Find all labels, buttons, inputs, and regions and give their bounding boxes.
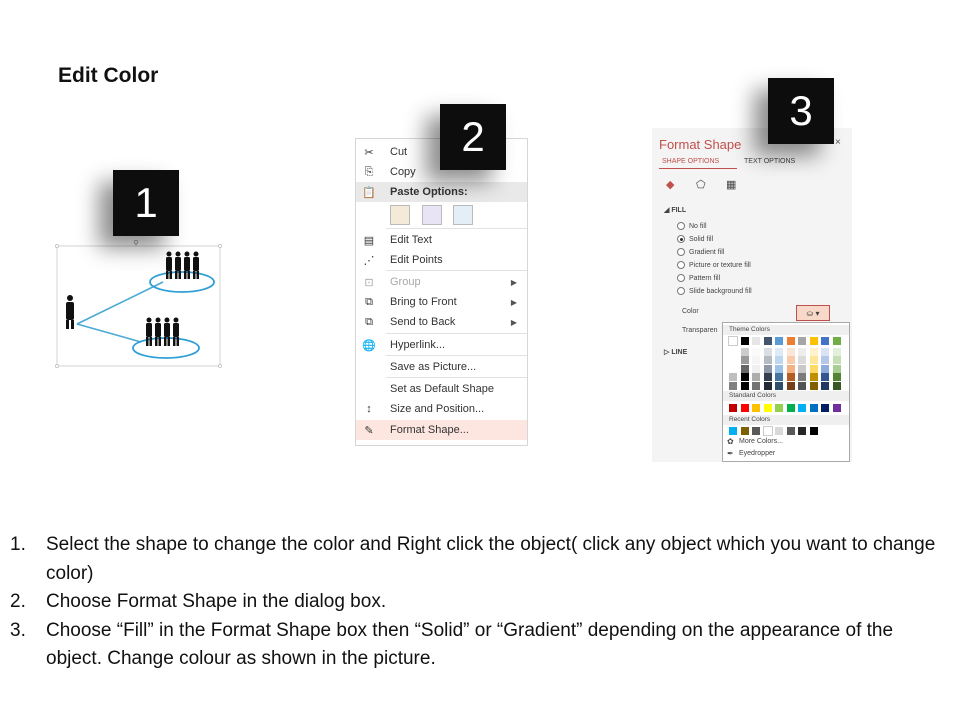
menu-item-send-to-back[interactable] [356, 312, 527, 332]
size-position-icon: ↕ [366, 403, 372, 415]
instruction-number: 2. [10, 591, 26, 612]
radio-button-selected[interactable] [677, 235, 685, 243]
theme-color-swatch[interactable] [752, 337, 760, 345]
standard-color-swatch[interactable] [764, 404, 772, 412]
line-section-header[interactable]: ▷ LINE [664, 349, 688, 356]
close-icon[interactable]: × [835, 137, 841, 148]
theme-color-swatch[interactable] [741, 373, 749, 381]
tab-shape-options[interactable]: SHAPE OPTIONS [662, 158, 720, 165]
recent-colors-header: Recent Colors [723, 415, 849, 425]
theme-color-swatch[interactable] [787, 373, 795, 381]
menu-item-save-as-picture[interactable] [356, 357, 527, 377]
recent-color-swatch[interactable] [810, 427, 818, 435]
person-silhouette-icon [66, 295, 74, 329]
theme-color-swatch[interactable] [775, 382, 783, 390]
radio-picture-fill[interactable] [677, 261, 751, 269]
theme-color-swatch[interactable] [787, 348, 795, 356]
menu-item-edit-text[interactable] [356, 230, 527, 250]
submenu-arrow-icon: ▶ [510, 317, 517, 327]
fill-header-label: FILL [671, 207, 687, 214]
menu-item-label: Cut [390, 146, 408, 158]
pane-title: Format Shape [659, 137, 742, 152]
theme-color-swatch[interactable] [833, 382, 841, 390]
theme-color-swatch[interactable] [810, 373, 818, 381]
menu-item-bring-to-front[interactable] [356, 292, 527, 312]
theme-color-swatch[interactable] [741, 348, 749, 356]
standard-color-swatch[interactable] [821, 404, 829, 412]
radio-slide-background-fill[interactable] [677, 287, 752, 295]
menu-separator [386, 270, 527, 271]
submenu-arrow-icon: ▶ [510, 297, 517, 307]
theme-colors-header: Theme Colors [723, 325, 849, 335]
color-palette-popup [722, 322, 850, 462]
menu-item-label: Hyperlink... [390, 339, 446, 351]
standard-color-swatch[interactable] [833, 404, 841, 412]
chevron-down-icon: ▾ [815, 308, 820, 318]
theme-color-swatch[interactable] [798, 356, 806, 364]
menu-header-paste-options [356, 182, 527, 202]
theme-color-swatch[interactable] [833, 356, 841, 364]
instruction-number: 3. [10, 619, 26, 641]
standard-color-swatch[interactable] [787, 404, 795, 412]
step-1-badge: 1 [113, 170, 179, 236]
menu-item-label: Format Shape... [390, 424, 469, 436]
theme-color-swatch[interactable] [810, 337, 818, 345]
theme-color-swatch[interactable] [729, 356, 737, 364]
theme-color-swatch[interactable] [775, 365, 783, 373]
theme-color-swatch[interactable] [810, 348, 818, 356]
color-picker-button[interactable] [796, 305, 830, 321]
radio-button[interactable] [677, 248, 685, 256]
menu-item-edit-points[interactable] [356, 250, 527, 270]
group-icon: ⊡ [364, 276, 374, 289]
theme-color-swatch[interactable] [833, 337, 841, 345]
radio-label: Solid fill [689, 235, 714, 243]
bring-to-front-icon: ⧉ [365, 295, 373, 308]
menu-item-label: Size and Position... [390, 403, 485, 415]
theme-color-swatch[interactable] [798, 348, 806, 356]
menu-item-label: Set as Default Shape [390, 383, 494, 395]
menu-item-format-shape[interactable] [356, 420, 527, 440]
scissors-icon: ✂ [364, 146, 374, 159]
transparency-label: Transparen [682, 327, 718, 334]
theme-color-swatch[interactable] [821, 348, 829, 356]
context-menu [355, 138, 528, 446]
color-label: Color [682, 308, 699, 315]
theme-color-swatch[interactable] [764, 356, 772, 364]
format-shape-pane [652, 128, 852, 462]
page-title: Edit Color [58, 64, 159, 87]
standard-colors-header: Standard Colors [723, 391, 849, 401]
standard-color-swatch[interactable] [729, 404, 737, 412]
recent-color-swatch[interactable] [787, 427, 795, 435]
theme-color-swatch[interactable] [821, 373, 829, 381]
menu-item-label: Group [390, 276, 421, 288]
effects-icon[interactable]: ⬠ [696, 179, 706, 191]
menu-item-label: Send to Back [390, 316, 456, 328]
radio-solid-fill[interactable] [677, 235, 713, 243]
instruction-item [10, 617, 940, 674]
radio-label: Pattern fill [689, 274, 721, 282]
selected-shape-diagram[interactable] [55, 240, 225, 370]
theme-color-swatch[interactable] [787, 382, 795, 390]
theme-color-swatch[interactable] [775, 348, 783, 356]
recent-color-swatch[interactable] [741, 427, 749, 435]
radio-label: Picture or texture fill [689, 261, 751, 269]
menu-item-set-default-shape[interactable] [356, 379, 527, 399]
theme-color-swatch[interactable] [775, 356, 783, 364]
theme-color-swatch[interactable] [752, 373, 760, 381]
instructions-list [10, 531, 940, 674]
menu-item-label: Edit Text [390, 234, 432, 246]
menu-item-hyperlink[interactable] [356, 335, 527, 355]
more-colors-link[interactable]: More Colors... [739, 438, 783, 445]
theme-color-swatch[interactable] [764, 373, 772, 381]
standard-color-swatch[interactable] [752, 404, 760, 412]
theme-color-swatch[interactable] [729, 365, 737, 373]
instruction-item [10, 531, 940, 588]
fill-section-header[interactable]: ◢ FILL [664, 207, 687, 214]
menu-item-size-position[interactable] [356, 399, 527, 419]
theme-color-swatch[interactable] [775, 337, 783, 345]
paste-keep-source-icon[interactable] [390, 205, 410, 225]
menu-item-label: Bring to Front [390, 296, 457, 308]
instruction-text: Choose Format Shape in the dialog box. [46, 591, 387, 612]
theme-color-swatch[interactable] [787, 337, 795, 345]
recent-color-swatch[interactable] [798, 427, 806, 435]
standard-color-swatch[interactable] [775, 404, 783, 412]
eyedropper-link[interactable]: Eyedropper [739, 450, 776, 457]
theme-color-swatch[interactable] [787, 356, 795, 364]
connector-line [77, 324, 141, 342]
theme-color-swatch[interactable] [729, 337, 737, 345]
instruction-number: 1. [10, 534, 26, 555]
send-to-back-icon: ⧉ [365, 315, 373, 328]
theme-color-swatch[interactable] [741, 365, 749, 373]
theme-color-swatch[interactable] [821, 337, 829, 345]
radio-label: Gradient fill [689, 248, 725, 256]
instruction-item [10, 588, 940, 617]
theme-color-swatch[interactable] [775, 373, 783, 381]
theme-color-swatch[interactable] [752, 382, 760, 390]
fill-line-icon[interactable]: ◆ [666, 179, 675, 191]
radio-button[interactable] [677, 287, 685, 295]
radio-label: Slide background fill [689, 287, 752, 295]
hyperlink-icon: 🌐 [362, 339, 376, 352]
theme-color-swatch[interactable] [764, 337, 772, 345]
connector-line [77, 282, 163, 324]
menu-separator [386, 377, 527, 378]
menu-separator [386, 228, 527, 229]
menu-item-label: Edit Points [390, 254, 443, 266]
theme-color-swatch[interactable] [798, 365, 806, 373]
menu-item-group [356, 272, 527, 292]
format-shape-icon: ✎ [364, 424, 374, 437]
recent-color-swatch[interactable] [729, 427, 737, 435]
theme-color-swatch[interactable] [810, 356, 818, 364]
paste-picture-icon[interactable] [453, 205, 473, 225]
step-2-badge: 2 [440, 104, 506, 170]
standard-color-swatch[interactable] [798, 404, 806, 412]
radio-button[interactable] [677, 222, 685, 230]
radio-label: No fill [689, 222, 707, 230]
theme-color-swatch[interactable] [833, 348, 841, 356]
theme-color-swatch[interactable] [798, 373, 806, 381]
theme-color-swatch[interactable] [729, 373, 737, 381]
recent-color-swatch[interactable] [752, 427, 760, 435]
paint-bucket-icon: ⛀ [806, 308, 814, 318]
active-tab-underline [659, 168, 737, 169]
paste-icon: 📋 [362, 186, 376, 199]
theme-color-swatch[interactable] [764, 348, 772, 356]
instruction-text: Select the shape to change the color and Right click the object( click any object which you want to change color) [46, 534, 936, 584]
group-silhouette-icon [166, 252, 199, 280]
copy-icon: ⎘ [364, 165, 374, 178]
ellipse-top [150, 272, 214, 292]
theme-color-swatch[interactable] [752, 365, 760, 373]
theme-color-swatch[interactable] [752, 348, 760, 356]
radio-no-fill[interactable] [677, 222, 707, 230]
group-silhouette-icon [146, 318, 179, 347]
line-header-label: LINE [671, 349, 688, 356]
color-wheel-icon: ✿ [727, 437, 734, 446]
standard-color-swatch[interactable] [741, 404, 749, 412]
menu-item-label: Save as Picture... [390, 361, 477, 373]
radio-pattern-fill[interactable] [677, 274, 720, 282]
theme-color-swatch[interactable] [798, 382, 806, 390]
recent-color-swatch[interactable] [764, 427, 772, 435]
theme-color-swatch[interactable] [821, 356, 829, 364]
instruction-text: Choose “Fill” in the Format Shape box then “Solid” or “Gradient” depending on the appearance of the object. Change colour as shown in the picture. [46, 619, 894, 669]
theme-color-swatch[interactable] [764, 365, 772, 373]
theme-color-swatch[interactable] [764, 382, 772, 390]
theme-color-swatch[interactable] [741, 337, 749, 345]
theme-color-swatch[interactable] [752, 356, 760, 364]
radio-gradient-fill[interactable] [677, 248, 724, 256]
size-properties-icon[interactable]: ▦ [726, 179, 737, 191]
tab-text-options[interactable]: TEXT OPTIONS [744, 158, 796, 165]
theme-color-swatch[interactable] [729, 382, 737, 390]
theme-color-swatch[interactable] [741, 356, 749, 364]
theme-color-swatch[interactable] [787, 365, 795, 373]
edit-points-icon: ⋰ [363, 254, 375, 267]
theme-color-swatch[interactable] [798, 337, 806, 345]
theme-color-swatch[interactable] [821, 382, 829, 390]
theme-color-swatch[interactable] [741, 382, 749, 390]
submenu-arrow-icon: ▶ [510, 277, 517, 287]
menu-item-label: Paste Options: [390, 186, 468, 198]
menu-item-label: Copy [390, 166, 416, 178]
radio-button[interactable] [677, 274, 685, 282]
menu-separator [386, 333, 527, 334]
step-3-badge: 3 [768, 78, 834, 144]
standard-color-swatch[interactable] [810, 404, 818, 412]
eyedropper-icon: ✒ [727, 449, 734, 458]
theme-color-swatch[interactable] [833, 373, 841, 381]
radio-button[interactable] [677, 261, 685, 269]
menu-separator [386, 355, 527, 356]
theme-color-swatch[interactable] [821, 365, 829, 373]
edit-text-icon: ▤ [363, 234, 375, 247]
theme-color-swatch[interactable] [810, 365, 818, 373]
theme-color-swatch[interactable] [833, 365, 841, 373]
theme-color-swatch[interactable] [810, 382, 818, 390]
recent-color-swatch[interactable] [775, 427, 783, 435]
theme-color-swatch[interactable] [729, 348, 737, 356]
rotate-handle [134, 240, 138, 244]
paste-destination-theme-icon[interactable] [422, 205, 442, 225]
paste-option-buttons [356, 204, 527, 226]
